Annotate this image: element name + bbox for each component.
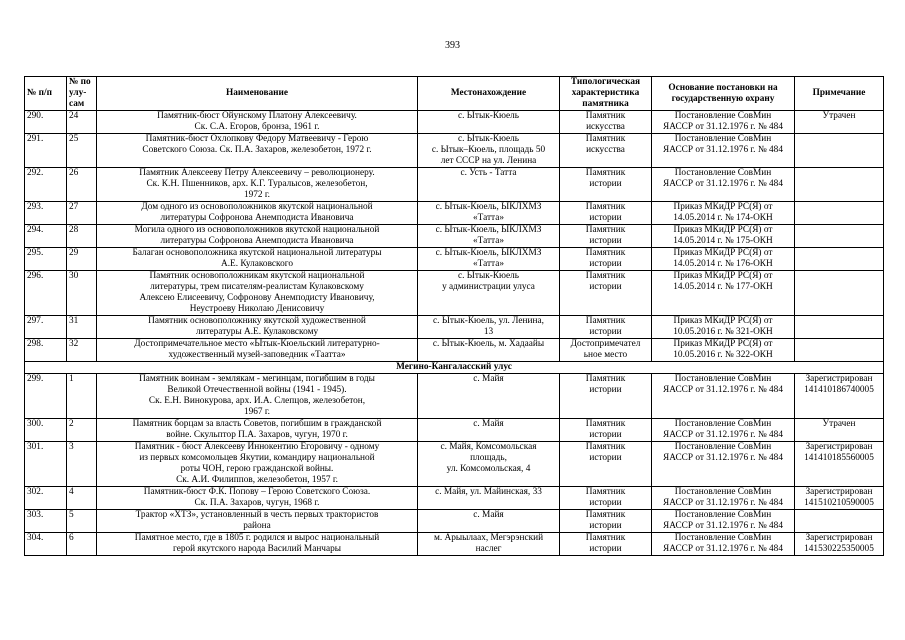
text-line: 14.05.2014 г. № 175-ОКН	[673, 236, 773, 246]
text-line: из первых комсомольцев Якутии, командиру национальной	[139, 453, 375, 463]
text-line: Зарегистрирован	[805, 533, 873, 543]
table-body-district-2	[25, 374, 884, 556]
text-line: государственную охрану	[671, 93, 775, 104]
monuments-table	[24, 76, 884, 556]
text-line: истории	[589, 385, 622, 395]
table-row	[25, 134, 884, 168]
text-line: Местонахождение	[450, 88, 527, 98]
cell-district-number: 4	[67, 487, 97, 510]
cell-basis	[652, 339, 795, 362]
header-type	[560, 77, 652, 111]
cell-name	[97, 374, 418, 419]
text-line: искусства	[586, 122, 625, 132]
cell-type	[560, 339, 652, 362]
text-line: Алексею Елисеевичу, Софронову Анемподисту Ивановичу,	[139, 293, 375, 303]
text-line: Памятник	[585, 533, 626, 543]
cell-location	[418, 442, 560, 487]
table-row	[25, 202, 884, 225]
cell-location	[418, 419, 560, 442]
section-row-group	[25, 362, 884, 374]
text-line: ЯАССР от 31.12.1976 г. № 484	[663, 498, 783, 508]
cell-district-number: 29	[67, 248, 97, 271]
cell-type	[560, 316, 652, 339]
text-line: Памятник-бюст Охлопкову Федору Матвеевичу - Герою	[145, 134, 369, 144]
text-line: Приказ МКиДР РС(Я) от	[673, 316, 773, 326]
text-line: Памятник	[585, 134, 626, 144]
text-line: войне. Скульптор П.А. Захаров, чугун, 1970 г.	[166, 430, 348, 440]
text-line: истории	[589, 213, 622, 223]
text-line: истории	[589, 544, 622, 554]
header-basis	[652, 77, 795, 111]
cell-district-number: 3	[67, 442, 97, 487]
table-row	[25, 168, 884, 202]
table-header-row	[25, 77, 884, 111]
cell-name	[97, 134, 418, 168]
table-row	[25, 271, 884, 316]
text-line: Постановление СовМин	[674, 111, 772, 121]
text-line: Памятное место, где в 1805 г. родился и вырос национальный	[134, 533, 380, 543]
text-line: Основание постановки на	[668, 82, 778, 93]
text-line: Памятник	[585, 316, 626, 326]
cell-district-number: 26	[67, 168, 97, 202]
text-line: художественный музей-заповедник «Таатта»	[168, 350, 346, 360]
text-line: Памятник - бюст Алексееву Иннокентию Егоровичу - одному	[134, 442, 380, 452]
text-line: искусства	[586, 145, 625, 155]
cell-location	[418, 510, 560, 533]
text-line: Неустроеву Николаю Денисовичу	[189, 304, 325, 314]
text-line: Достопримечательное место «Ытык-Кюельский литературно-	[134, 339, 380, 349]
text-line: ЯАССР от 31.12.1976 г. № 484	[663, 544, 783, 554]
text-line: Памятник основоположникам якутской национальной	[149, 271, 365, 281]
text-line: Приказ МКиДР РС(Я) от	[673, 271, 773, 281]
text-line: с. Ытык-Кюель, ЫКЛХМЗ	[435, 202, 542, 212]
header-location	[418, 77, 560, 111]
cell-district-number: 5	[67, 510, 97, 533]
table-row	[25, 487, 884, 510]
text-line: Памятник	[585, 442, 626, 452]
text-line: литературы, трем писателям-реалистам Кулаковскому	[150, 282, 364, 292]
header-sub	[67, 77, 97, 111]
text-line: истории	[589, 521, 622, 531]
cell-number: 294.	[25, 225, 67, 248]
text-line: истории	[589, 259, 622, 269]
cell-district-number: 24	[67, 111, 97, 134]
text-line: 141530225350005	[804, 544, 874, 554]
cell-note	[795, 111, 884, 134]
table-row	[25, 316, 884, 339]
text-line: герой якутского народа Василий Манчары	[173, 544, 341, 554]
cell-number: 290.	[25, 111, 67, 134]
text-line: Великой Отечественной войны (1941 - 1945).	[167, 385, 347, 395]
text-line: Памятник-бюст Ойунскому Платону Алексеевичу.	[157, 111, 357, 121]
cell-note	[795, 374, 884, 419]
cell-location	[418, 225, 560, 248]
cell-location	[418, 248, 560, 271]
text-line: Трактор «ХТЗ», установленный в честь первых трактористов	[135, 510, 379, 520]
text-line: 14.05.2014 г. № 176-ОКН	[673, 259, 773, 269]
cell-type	[560, 134, 652, 168]
text-line: ЯАССР от 31.12.1976 г. № 484	[663, 179, 783, 189]
cell-number: 301.	[25, 442, 67, 487]
text-line: Ск. С.А. Егоров, бронза, 1961 г.	[194, 122, 320, 132]
text-line: Ск. К.Н. Пшенников, арх. К.Г. Туралысов, железобетон,	[146, 179, 368, 189]
cell-type	[560, 533, 652, 556]
cell-location	[418, 316, 560, 339]
cell-location	[418, 111, 560, 134]
text-line: 1967 г.	[243, 407, 270, 417]
header-num	[25, 77, 67, 111]
text-line: с. Майя	[473, 510, 504, 520]
cell-name	[97, 111, 418, 134]
text-line: с. Ытык–Кюель, площадь 50	[431, 145, 546, 155]
cell-number: 295.	[25, 248, 67, 271]
cell-location	[418, 202, 560, 225]
cell-district-number: 1	[67, 374, 97, 419]
table-row	[25, 510, 884, 533]
cell-number: 303.	[25, 510, 67, 533]
text-line: с. Ытык-Кюель, ЫКЛХМЗ	[435, 248, 542, 258]
table-row	[25, 419, 884, 442]
cell-location	[418, 487, 560, 510]
text-line: Памятник	[585, 419, 626, 429]
cell-basis	[652, 111, 795, 134]
cell-location	[418, 374, 560, 419]
section-row	[25, 362, 884, 374]
cell-district-number: 2	[67, 419, 97, 442]
text-line: Постановление СовМин	[674, 442, 772, 452]
text-line: 14.05.2014 г. № 174-ОКН	[673, 213, 773, 223]
text-line: Приказ МКиДР РС(Я) от	[673, 225, 773, 235]
text-line: Приказ МКиДР РС(Я) от	[673, 339, 773, 349]
cell-note	[795, 248, 884, 271]
text-line: № по	[69, 77, 91, 87]
text-line: сам	[69, 99, 85, 109]
text-line: района	[243, 521, 271, 531]
text-line: с. Майя, Комсомольская	[440, 442, 537, 452]
text-line: с. Ытык-Кюель, ЫКЛХМЗ	[435, 225, 542, 235]
text-line: с. Майя, ул. Майинская, 33	[435, 487, 542, 497]
text-line: ЯАССР от 31.12.1976 г. № 484	[663, 453, 783, 463]
text-line: ьное место	[583, 350, 628, 360]
text-line: 10.05.2016 г. № 322-ОКН	[673, 350, 773, 360]
text-line: Постановление СовМин	[674, 510, 772, 520]
cell-note	[795, 202, 884, 225]
text-line: 14.05.2014 г. № 177-ОКН	[673, 282, 773, 292]
text-line: площадь,	[470, 453, 507, 463]
text-line: Наименование	[226, 88, 288, 98]
text-line: Памятник борцам за власть Советов, погибшим в гражданской	[132, 419, 382, 429]
section-title: Мегино-Кангаласский улус	[25, 362, 884, 374]
text-line: с. Ытык-Кюель	[458, 271, 519, 281]
cell-basis	[652, 225, 795, 248]
text-line: Памятник	[585, 248, 626, 258]
header-name	[97, 77, 418, 111]
text-line: 10.05.2016 г. № 321-ОКН	[673, 327, 773, 337]
cell-name	[97, 248, 418, 271]
text-line: Постановление СовМин	[674, 533, 772, 543]
cell-location	[418, 168, 560, 202]
table-row	[25, 339, 884, 362]
table-row	[25, 533, 884, 556]
cell-basis	[652, 533, 795, 556]
text-line: Памятник	[585, 225, 626, 235]
text-line: с. Майя	[473, 374, 504, 384]
cell-type	[560, 510, 652, 533]
cell-number: 300.	[25, 419, 67, 442]
cell-type	[560, 271, 652, 316]
text-line: Постановление СовМин	[674, 374, 772, 384]
text-line: литературы А.Е. Кулаковскому	[195, 327, 319, 337]
text-line: ул. Комсомольская, 4	[446, 464, 531, 474]
cell-location	[418, 339, 560, 362]
text-line: литературы Софронова Анемподиста Ивановича	[160, 236, 354, 246]
text-line: Памятник воинам - землякам - мегинцам, погибшим в годы	[139, 374, 375, 384]
text-line: Дом одного из основоположников якутской национальной	[141, 202, 373, 212]
table-row	[25, 248, 884, 271]
cell-basis	[652, 134, 795, 168]
text-line: ЯАССР от 31.12.1976 г. № 484	[663, 521, 783, 531]
cell-basis	[652, 271, 795, 316]
cell-number: 297.	[25, 316, 67, 339]
text-line: лет СССР на ул. Ленина	[440, 156, 537, 166]
table-row	[25, 442, 884, 487]
text-line: «Татта»	[473, 236, 504, 246]
text-line: истории	[589, 498, 622, 508]
cell-name	[97, 487, 418, 510]
cell-type	[560, 442, 652, 487]
table-row	[25, 374, 884, 419]
cell-type	[560, 487, 652, 510]
text-line: Типологическая	[570, 77, 641, 87]
text-line: Памятник основоположнику якутской художественной	[148, 316, 366, 326]
cell-type	[560, 374, 652, 419]
text-line: истории	[589, 453, 622, 463]
cell-note	[795, 339, 884, 362]
text-line: 141410186740005	[804, 385, 874, 395]
cell-name	[97, 510, 418, 533]
text-line: Зарегистрирован	[805, 442, 873, 452]
text-line: Памятник	[585, 271, 626, 281]
cell-name	[97, 225, 418, 248]
cell-number: 298.	[25, 339, 67, 362]
cell-note	[795, 271, 884, 316]
cell-number: 291.	[25, 134, 67, 168]
cell-district-number: 6	[67, 533, 97, 556]
text-line: 141510210590005	[804, 498, 874, 508]
cell-type	[560, 168, 652, 202]
text-line: Приказ МКиДР РС(Я) от	[673, 248, 773, 258]
text-line: роты ЧОН, герою гражданской войны.	[180, 464, 334, 474]
text-line: Памятник	[585, 374, 626, 384]
text-line: с. Усть - Татта	[460, 168, 517, 178]
cell-district-number: 30	[67, 271, 97, 316]
cell-number: 293.	[25, 202, 67, 225]
text-line: Постановление СовМин	[674, 487, 772, 497]
text-line: с. Ытык-Кюель	[458, 111, 519, 121]
text-line: 13	[483, 327, 494, 337]
text-line: Могила одного из основоположников якутской национальной	[134, 225, 380, 235]
cell-basis	[652, 374, 795, 419]
cell-number: 292.	[25, 168, 67, 202]
cell-note	[795, 168, 884, 202]
cell-type	[560, 202, 652, 225]
cell-basis	[652, 510, 795, 533]
cell-basis	[652, 202, 795, 225]
cell-name	[97, 442, 418, 487]
text-line: с. Майя	[473, 419, 504, 429]
text-line: Памятник	[585, 510, 626, 520]
text-line: Ск. А.И. Филиппов, железобетон, 1957 г.	[176, 475, 338, 485]
table-row	[25, 225, 884, 248]
cell-district-number: 32	[67, 339, 97, 362]
cell-note	[795, 225, 884, 248]
text-line: Зарегистрирован	[805, 374, 873, 384]
text-line: «Татта»	[473, 213, 504, 223]
cell-name	[97, 202, 418, 225]
table-row	[25, 111, 884, 134]
cell-basis	[652, 316, 795, 339]
cell-basis	[652, 248, 795, 271]
text-line: Утрачен	[822, 111, 856, 121]
header-note	[795, 77, 884, 111]
text-line: Ск. Е.Н. Винокурова, арх. И.А. Слепцов, железобетон,	[148, 396, 366, 406]
cell-note	[795, 134, 884, 168]
cell-basis	[652, 487, 795, 510]
text-line: Ск. П.А. Захаров, чугун, 1968 г.	[194, 498, 320, 508]
text-line: у администрации улуса	[442, 282, 535, 292]
text-line: № п/п	[27, 88, 52, 98]
text-line: Памятник	[585, 487, 626, 497]
text-line: Достопримечател	[570, 339, 641, 349]
cell-name	[97, 271, 418, 316]
cell-type	[560, 111, 652, 134]
text-line: ЯАССР от 31.12.1976 г. № 484	[663, 430, 783, 440]
cell-name	[97, 316, 418, 339]
text-line: истории	[589, 179, 622, 189]
text-line: с. Ытык-Кюель	[458, 134, 519, 144]
cell-note	[795, 533, 884, 556]
cell-location	[418, 533, 560, 556]
cell-name	[97, 533, 418, 556]
cell-note	[795, 487, 884, 510]
text-line: Памятник Алексееву Петру Алексеевичу – революционеру.	[139, 168, 375, 178]
text-line: ЯАССР от 31.12.1976 г. № 484	[663, 122, 783, 132]
text-line: ЯАССР от 31.12.1976 г. № 484	[663, 145, 783, 155]
text-line: характеристика	[571, 88, 640, 98]
cell-name	[97, 168, 418, 202]
text-line: с. Ытык-Кюель, ул. Ленина,	[433, 316, 544, 326]
text-line: Памятник-бюст Ф.К. Попову – Герою Советского Союза.	[143, 487, 371, 497]
text-line: истории	[589, 282, 622, 292]
cell-name	[97, 339, 418, 362]
text-line: Памятник	[585, 202, 626, 212]
cell-type	[560, 225, 652, 248]
text-line: истории	[589, 236, 622, 246]
cell-number: 299.	[25, 374, 67, 419]
text-line: Памятник	[585, 111, 626, 121]
cell-location	[418, 271, 560, 316]
cell-location	[418, 134, 560, 168]
cell-district-number: 31	[67, 316, 97, 339]
page-number: 393	[445, 40, 460, 51]
text-line: «Татта»	[473, 259, 504, 269]
text-line: наслег	[475, 544, 502, 554]
text-line: памятника	[582, 99, 629, 109]
text-line: ЯАССР от 31.12.1976 г. № 484	[663, 385, 783, 395]
text-line: Постановление СовМин	[674, 168, 772, 178]
text-line: Постановление СовМин	[674, 134, 772, 144]
cell-note	[795, 510, 884, 533]
cell-name	[97, 419, 418, 442]
text-line: Приказ МКиДР РС(Я) от	[673, 202, 773, 212]
cell-number: 296.	[25, 271, 67, 316]
text-line: 1972 г.	[243, 190, 270, 200]
text-line: Зарегистрирован	[805, 487, 873, 497]
cell-district-number: 27	[67, 202, 97, 225]
cell-type	[560, 248, 652, 271]
text-line: улу-	[69, 88, 87, 98]
cell-number: 302.	[25, 487, 67, 510]
text-line: Памятник	[585, 168, 626, 178]
cell-type	[560, 419, 652, 442]
text-line: с. Ытык-Кюель, м. Хадаайы	[432, 339, 545, 349]
text-line: Утрачен	[822, 419, 856, 429]
cell-basis	[652, 168, 795, 202]
text-line: 141410185560005	[804, 453, 874, 463]
cell-basis	[652, 442, 795, 487]
cell-note	[795, 442, 884, 487]
text-line: истории	[589, 430, 622, 440]
text-line: Советского Союза. Ск. П.А. Захаров, железобетон, 1972 г.	[142, 145, 372, 155]
cell-basis	[652, 419, 795, 442]
text-line: м. Арыылаах, Мегэрэнский	[433, 533, 544, 543]
text-line: Балаган основоположника якутской национальной литературы	[132, 248, 382, 258]
cell-note	[795, 316, 884, 339]
text-line: литературы Софронова Анемподиста Ивановича	[160, 213, 354, 223]
cell-district-number: 28	[67, 225, 97, 248]
text-line: А.Е. Кулаковского	[221, 259, 293, 269]
cell-district-number: 25	[67, 134, 97, 168]
text-line: Примечание	[812, 88, 866, 98]
cell-number: 304.	[25, 533, 67, 556]
text-line: Постановление СовМин	[674, 419, 772, 429]
table-body-district-1	[25, 111, 884, 362]
cell-note	[795, 419, 884, 442]
text-line: истории	[589, 327, 622, 337]
